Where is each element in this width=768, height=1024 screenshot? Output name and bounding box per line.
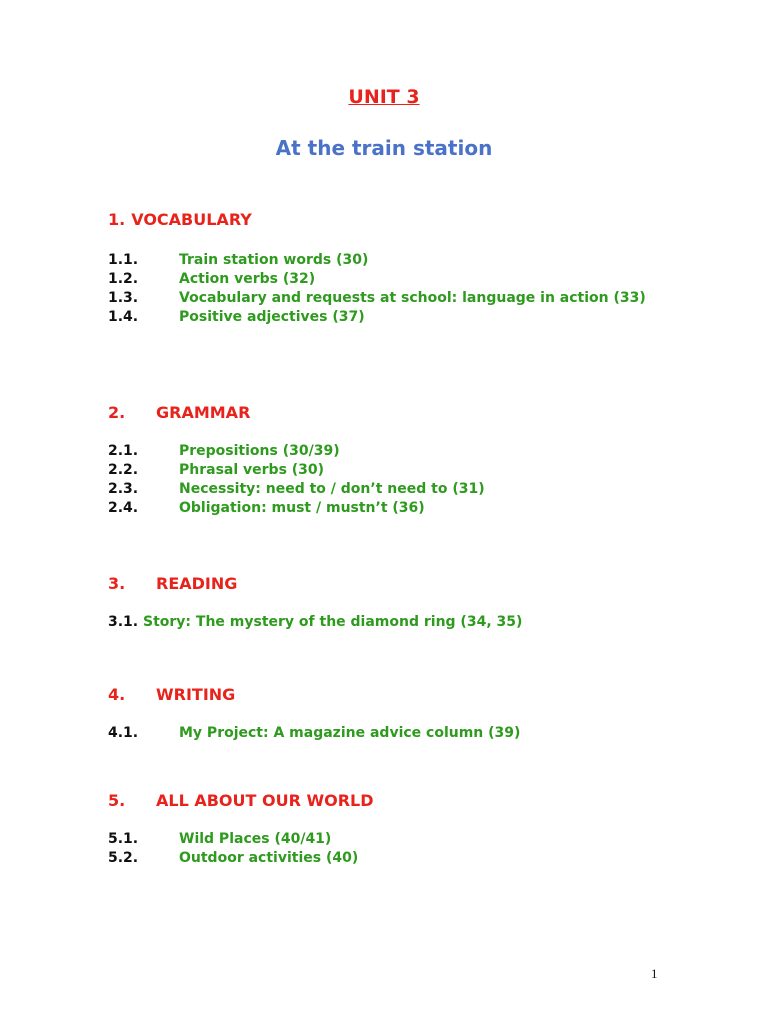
- item-text: Action verbs (32): [179, 271, 316, 287]
- item-number: 3.1.: [108, 614, 139, 630]
- section-title: ALL ABOUT OUR WORLD: [156, 791, 374, 810]
- section-heading: [108, 574, 668, 593]
- section-all-about-our-world: [108, 791, 668, 868]
- list-item: [108, 849, 668, 868]
- item-text: Necessity: need to / don’t need to (31): [179, 481, 485, 497]
- section-number: 1.: [108, 210, 126, 229]
- section-heading: [108, 210, 668, 229]
- section-heading: [108, 791, 668, 810]
- section-writing: [108, 685, 668, 743]
- page-number: 1: [651, 966, 658, 981]
- item-number: 1.1.: [108, 252, 139, 268]
- item-text: Phrasal verbs (30): [179, 462, 325, 478]
- unit-subtitle: At the train station: [275, 136, 493, 160]
- section-grammar: [108, 403, 668, 518]
- list-item: [108, 480, 668, 499]
- list-item: [108, 613, 668, 632]
- item-text: Train station words (30): [179, 252, 369, 268]
- item-number: 5.1.: [108, 831, 139, 847]
- section-title: VOCABULARY: [131, 210, 252, 229]
- item-text: Story: The mystery of the diamond ring (34, 35): [143, 614, 523, 630]
- item-text: Positive adjectives (37): [179, 309, 365, 325]
- section-heading: [108, 685, 668, 704]
- item-number: 2.4.: [108, 500, 139, 516]
- item-number: 1.2.: [108, 271, 139, 287]
- section-number: 2.: [108, 403, 126, 422]
- section-title: READING: [156, 574, 238, 593]
- list-item: [108, 251, 668, 270]
- item-text: Prepositions (30/39): [179, 443, 340, 459]
- section-title: GRAMMAR: [156, 403, 251, 422]
- section-number: 4.: [108, 685, 126, 704]
- item-number: 2.2.: [108, 462, 139, 478]
- section-vocabulary: [108, 210, 668, 327]
- item-text: Wild Places (40/41): [179, 831, 332, 847]
- list-item: [108, 270, 668, 289]
- item-text: Outdoor activities (40): [179, 850, 359, 866]
- item-text: Obligation: must / mustn’t (36): [179, 500, 425, 516]
- item-text: My Project: A magazine advice column (39): [179, 725, 521, 741]
- list-item: [108, 499, 668, 518]
- item-number: 1.3.: [108, 290, 139, 306]
- unit-title: UNIT 3: [348, 86, 420, 108]
- item-text: Vocabulary and requests at school: language in action (33): [179, 290, 646, 306]
- section-title: WRITING: [156, 685, 236, 704]
- item-number: 4.1.: [108, 725, 139, 741]
- item-number: 1.4.: [108, 309, 139, 325]
- section-reading: [108, 574, 668, 632]
- section-number: 3.: [108, 574, 126, 593]
- list-item: [108, 442, 668, 461]
- list-item: [108, 461, 668, 480]
- section-heading: [108, 403, 668, 422]
- list-item: [108, 289, 668, 308]
- list-item: [108, 724, 668, 743]
- item-number: 5.2.: [108, 850, 139, 866]
- item-number: 2.1.: [108, 443, 139, 459]
- list-item: [108, 308, 668, 327]
- item-number: 2.3.: [108, 481, 139, 497]
- section-number: 5.: [108, 791, 126, 810]
- list-item: [108, 830, 668, 849]
